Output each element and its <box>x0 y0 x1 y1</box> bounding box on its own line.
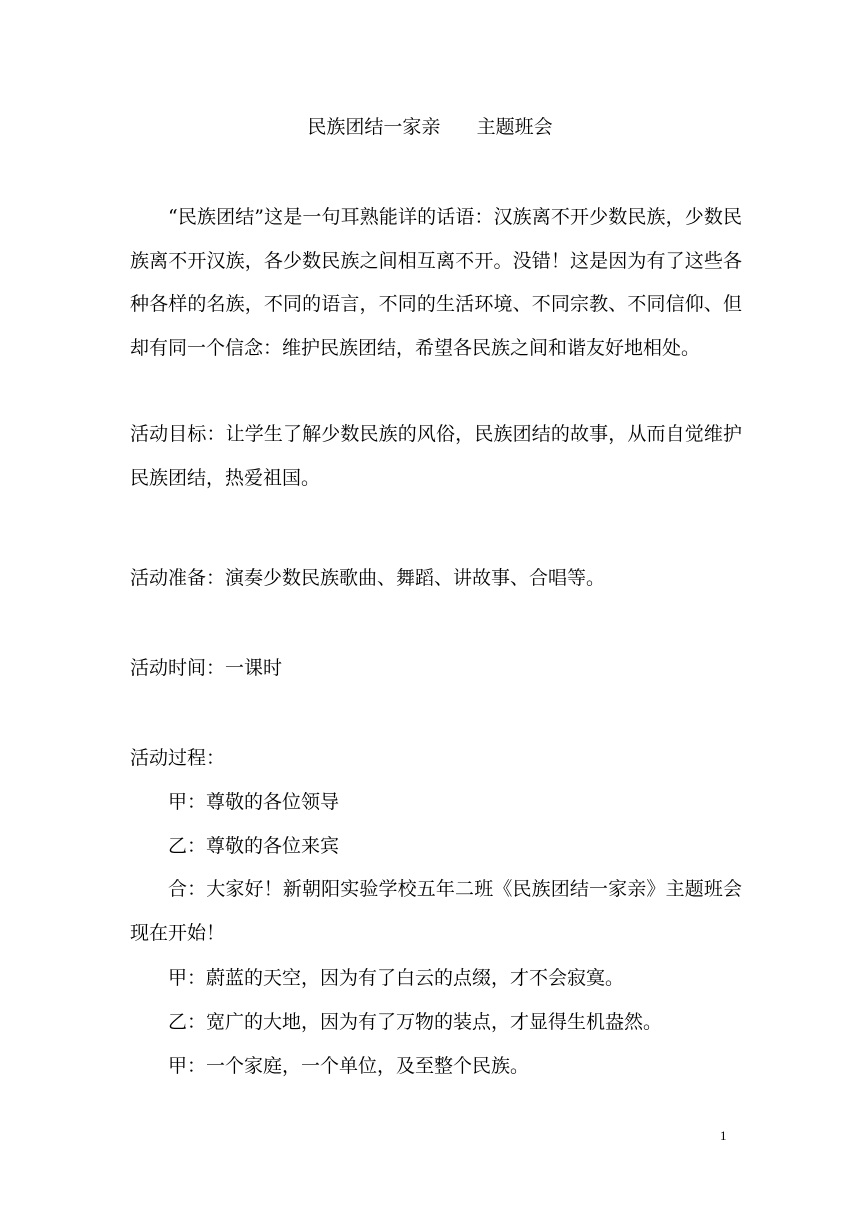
dialogue-line: 甲：一个家庭，一个单位，及至整个民族。 <box>168 1055 530 1077</box>
dialogue-line: 甲：蔚蓝的天空，因为有了白云的点缀，才不会寂寞。 <box>168 967 625 989</box>
dialogue-line: 乙：尊敬的各位来宾 <box>168 835 340 857</box>
time-line: 活动时间：一课时 <box>130 657 283 679</box>
page-number: 1 <box>720 1128 727 1143</box>
document-title: 民族团结一家亲 主题班会 <box>307 116 553 138</box>
dialogue-line: 乙：宽广的大地，因为有了万物的装点，才显得生机盎然。 <box>168 1011 663 1033</box>
process-heading: 活动过程： <box>130 747 226 769</box>
dialogue-line: 合：大家好！新朝阳实验学校五年二班《民族团结一家亲》主题班会现在开始！ <box>130 878 742 944</box>
dialogue-line: 甲：尊敬的各位领导 <box>168 791 340 813</box>
preparation-line: 活动准备：演奏少数民族歌曲、舞蹈、讲故事、合唱等。 <box>130 567 606 589</box>
intro-paragraph: “民族团结”这是一句耳熟能详的话语：汉族离不开少数民族，少数民族离不开汉族，各少数民族之间相互离不开。没错！这是因为有了这些各种各样的名族，不同的语言，不同的生活环境、不同宗教、不同信仰、但却有同一个信念：维护民族团结，希望各民族之间和谐友好地相处。 <box>130 206 742 359</box>
goal-paragraph: 活动目标：让学生了解少数民族的风俗，民族团结的故事，从而自觉维护民族团结，热爱祖国。 <box>130 423 742 489</box>
